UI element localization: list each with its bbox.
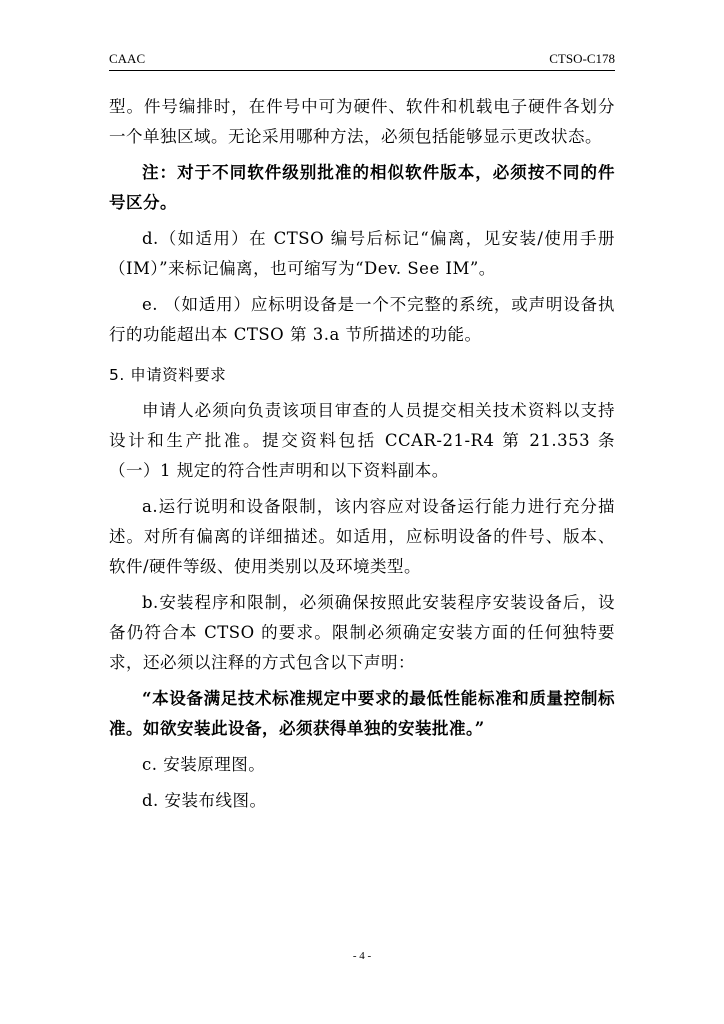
page-body	[109, 92, 615, 816]
item-a-operating-instructions: a.运行说明和设备限制，该内容应对设备运行能力进行充分描述。对所有偏离的详细描述。如适用，应标明设备的件号、版本、软件/硬件等级、使用类别以及环境类型。	[109, 497, 615, 576]
page-header	[109, 49, 615, 69]
section-5-heading: 5. 申请资料要求	[109, 366, 227, 384]
item-e-incomplete-system: e. （如适用）应标明设备是一个不完整的系统，或声明设备执行的功能超出本 CTSO 第 3.a 节所描述的功能。	[109, 295, 615, 344]
paragraph-part-number-continued: 型。件号编排时，在件号中可为硬件、软件和机载电子硬件各划分一个单独区域。无论采用哪种方法，必须包括能够显示更改状态。	[109, 97, 615, 146]
page-number: - 4 -	[352, 950, 372, 962]
required-statement: “本设备满足技术标准规定中要求的最低性能标准和质量控制标准。如欲安装此设备，必须获得单独的安装批准。”	[109, 689, 615, 738]
header-doc-id: CTSO-C178	[549, 51, 615, 66]
header-rule	[109, 70, 615, 71]
item-d-deviation-marking: d.（如适用）在 CTSO 编号后标记“偏离，见安装/使用手册（IM）”来标记偏离，也可缩写为“Dev. See IM”。	[109, 229, 615, 278]
header-org: CAAC	[109, 51, 146, 66]
item-c-schematic: c. 安装原理图。	[142, 755, 266, 774]
item-b-installation-procedures: b.安装程序和限制，必须确保按照此安装程序安装设备后，设备仍符合本 CTSO 的要求。限制必须确定安装方面的任何独特要求，还必须以注释的方式包含以下声明：	[109, 593, 615, 672]
note-software-level: 注：对于不同软件级别批准的相似软件版本，必须按不同的件号区分。	[109, 163, 615, 212]
paragraph-application-data: 申请人必须向负责该项目审查的人员提交相关技术资料以支持设计和生产批准。提交资料包括 CCAR-21-R4 第 21.353 条（一）1 规定的符合性声明和以下资料副本。	[109, 401, 615, 480]
item-d-wiring-diagram: d. 安装布线图。	[142, 791, 267, 810]
